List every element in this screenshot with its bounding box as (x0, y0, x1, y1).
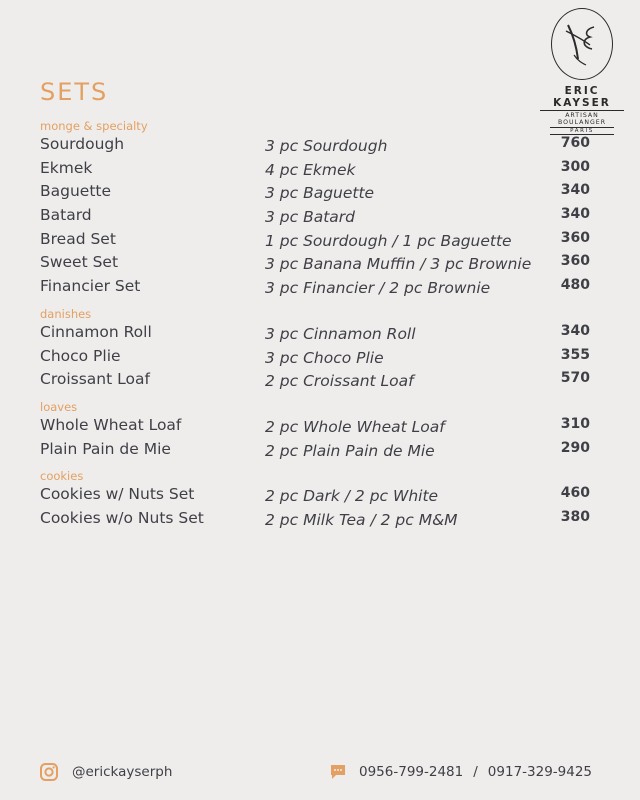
item-price: 360 (560, 229, 590, 246)
menu-section (40, 468, 592, 532)
item-name: Sourdough (40, 135, 125, 153)
menu-section (40, 306, 592, 394)
menu-item (40, 440, 592, 464)
item-description: 2 pc Milk Tea / 2 pc M&M (265, 510, 458, 529)
item-description: 2 pc Dark / 2 pc White (265, 487, 439, 506)
item-description: 2 pc Whole Wheat Loaf (265, 417, 445, 436)
instagram-icon[interactable] (40, 763, 58, 781)
menu-item (40, 159, 592, 183)
item-price: 380 (560, 508, 590, 525)
ek-monogram-icon (560, 19, 604, 69)
item-description: 3 pc Sourdough (265, 137, 388, 155)
menu-item (40, 230, 592, 254)
item-price: 340 (560, 206, 590, 223)
menu-item (40, 182, 592, 206)
category-label: loaves (40, 399, 78, 414)
item-name: Cookies w/o Nuts Set (40, 508, 204, 527)
item-price: 300 (560, 158, 590, 175)
logo-monogram (551, 8, 613, 80)
category-label: cookies (40, 469, 84, 484)
item-description: 4 pc Ekmek (265, 160, 356, 179)
item-description: 1 pc Sourdough / 1 pc Baguette (265, 231, 512, 250)
item-price: 460 (560, 485, 590, 502)
logo-tagline: ARTISAN BOULANGER (540, 110, 624, 126)
footer (40, 762, 592, 784)
category-label: monge & specialty (40, 119, 148, 133)
item-name: Choco Plie (40, 346, 121, 365)
menu-list (40, 118, 592, 538)
item-price: 360 (560, 253, 590, 270)
menu-item (40, 135, 592, 159)
page-title: SETS (40, 78, 109, 106)
item-price: 340 (560, 182, 590, 199)
item-description: 3 pc Choco Plie (265, 348, 384, 367)
item-name: Bread Set (40, 229, 116, 248)
menu-section (40, 399, 592, 463)
item-name: Plain Pain de Mie (40, 439, 171, 458)
logo-city: PARIS (550, 127, 614, 135)
menu-item (40, 277, 592, 301)
item-price: 480 (560, 277, 590, 294)
item-name: Cinnamon Roll (40, 322, 152, 341)
item-description: 2 pc Croissant Loaf (265, 372, 414, 391)
menu-item (40, 370, 592, 394)
phone-numbers (359, 764, 592, 780)
menu-item (40, 253, 592, 277)
phone-separator: / (473, 764, 478, 780)
item-description: 3 pc Baguette (265, 184, 375, 203)
eric-kayser-logo (536, 8, 628, 134)
menu-item (40, 509, 592, 533)
item-description: 2 pc Plain Pain de Mie (265, 441, 435, 460)
item-name: Baguette (40, 182, 112, 201)
item-price: 340 (560, 322, 590, 339)
item-description: 3 pc Banana Muffin / 3 pc Brownie (265, 255, 532, 274)
item-name: Sweet Set (40, 253, 119, 272)
category-label: danishes (40, 306, 92, 321)
item-price: 290 (560, 439, 590, 456)
instagram-handle[interactable]: @erickayserph (72, 764, 173, 780)
phone-2[interactable]: 0917-329-9425 (487, 764, 593, 780)
menu-item (40, 323, 592, 347)
menu-item (40, 416, 592, 440)
item-description: 3 pc Batard (265, 208, 355, 227)
item-description: 3 pc Cinnamon Roll (265, 324, 416, 343)
chat-icon (329, 763, 347, 781)
item-price: 355 (560, 346, 590, 363)
item-price: 760 (560, 135, 590, 151)
item-price: 310 (560, 415, 590, 432)
item-name: Croissant Loaf (40, 370, 150, 389)
item-name: Whole Wheat Loaf (40, 415, 182, 434)
logo-brand: ERIC KAYSER (553, 85, 611, 109)
item-name: Cookies w/ Nuts Set (40, 485, 195, 504)
phone-1[interactable]: 0956-799-2481 (359, 764, 464, 780)
item-description: 3 pc Financier / 2 pc Brownie (265, 279, 491, 298)
item-name: Batard (40, 206, 92, 225)
item-name: Ekmek (40, 158, 93, 177)
menu-item (40, 347, 592, 371)
item-name: Financier Set (40, 277, 141, 296)
item-price: 570 (560, 370, 590, 387)
menu-section (40, 118, 592, 301)
menu-item (40, 206, 592, 230)
menu-item (40, 485, 592, 509)
